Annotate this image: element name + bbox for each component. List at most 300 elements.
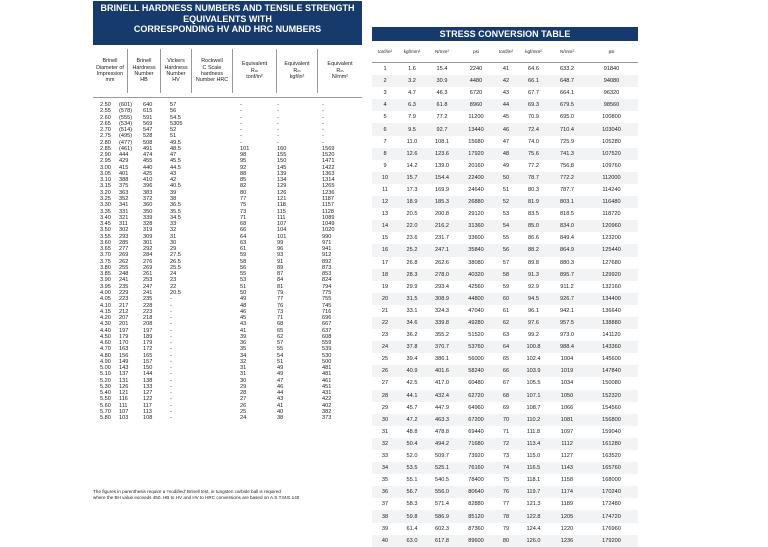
header-divider: [160, 49, 161, 93]
table-cell: 48.8: [406, 428, 418, 435]
cell: 255: [119, 264, 129, 271]
cell: -: [277, 127, 279, 134]
cell: 5.40: [100, 390, 111, 397]
table-cell: 77.2: [528, 162, 539, 169]
cell: 107: [119, 409, 129, 416]
cell: 1363: [322, 170, 335, 177]
column-kgf: [277, 102, 286, 422]
table-cell: 8: [372, 148, 398, 160]
table-cell: 22400: [458, 172, 494, 184]
cell: -: [170, 333, 172, 340]
cell: -: [170, 358, 172, 365]
cell: -: [277, 139, 279, 146]
cell: 47: [170, 152, 177, 159]
stress-header-cell: psi: [473, 49, 479, 54]
table-cell: 401.6: [426, 365, 458, 377]
table-cell: 127680: [602, 259, 621, 266]
cell: 91: [277, 258, 284, 265]
table-cell: 72.4: [518, 123, 549, 135]
cell: 608: [322, 333, 332, 340]
cell: 53: [240, 277, 247, 284]
cell: -: [170, 302, 172, 309]
cell: 107: [277, 221, 287, 228]
table-row: [372, 281, 638, 293]
table-cell: 22.0: [398, 220, 426, 232]
table-cell: 165760: [585, 462, 638, 474]
cell: 559: [322, 340, 332, 347]
header-line: Rₘ: [336, 67, 344, 74]
table-row: [372, 87, 638, 99]
table-cell: 216.2: [426, 220, 458, 232]
column-diameter: [100, 102, 111, 422]
table-cell: 91840: [603, 66, 620, 73]
table-cell: 112000: [585, 172, 638, 184]
cell: 853: [322, 271, 332, 278]
table-cell: 59: [502, 283, 510, 290]
cell: 440: [143, 164, 153, 171]
table-cell: 70.9: [528, 114, 539, 121]
cell: 3.25: [100, 195, 111, 202]
cell: 129: [277, 183, 287, 190]
table-row: [372, 293, 638, 305]
cell: (578): [119, 108, 133, 115]
cell: 28: [240, 390, 247, 397]
cell: 716: [322, 308, 332, 315]
cell: 23: [170, 277, 177, 284]
table-cell: 957.5: [549, 317, 585, 329]
table-row: [372, 377, 638, 389]
cell: 2.50: [100, 102, 111, 108]
table-cell: 494.2: [426, 438, 458, 450]
table-cell: 1127: [560, 453, 574, 460]
cell: 4.50: [100, 333, 111, 340]
cell: 145: [277, 164, 287, 171]
cell: 115: [277, 208, 286, 215]
table-cell: 156800: [585, 414, 638, 426]
header-line: hardness: [200, 71, 224, 77]
cell: -: [277, 133, 279, 140]
table-cell: 53760: [458, 341, 494, 353]
cell: 201: [119, 321, 129, 328]
cell: 46: [277, 383, 284, 390]
table-cell: 150080: [602, 380, 621, 387]
table-cell: 138880: [585, 317, 638, 329]
cell: 25: [240, 409, 247, 416]
cell: 547: [143, 127, 153, 134]
brinell-title-line: BRINELL HARDNESS NUMBERS AND TENSILE STRENGTH: [100, 3, 355, 13]
cell: 197: [143, 327, 153, 334]
cell: 292: [143, 246, 153, 253]
table-cell: 65: [502, 356, 510, 363]
cell: 133: [143, 383, 153, 390]
cell: 1569: [322, 145, 335, 152]
table-cell: 42: [494, 75, 518, 87]
table-cell: 31: [381, 428, 389, 435]
header-line: Equivalent: [284, 61, 310, 68]
table-cell: 107520: [585, 148, 638, 160]
cell: 121: [119, 390, 129, 397]
table-cell: 55.1: [406, 477, 418, 484]
header-line: Brinell: [136, 58, 152, 65]
table-cell: 1081: [549, 414, 585, 426]
table-cell: 102.4: [526, 356, 541, 363]
table-row: [372, 498, 638, 510]
table-row: [372, 535, 638, 547]
table-cell: 116.5: [518, 462, 549, 474]
stress-header-cell: tonf/in²: [377, 49, 393, 54]
table-cell: 45: [502, 114, 510, 121]
cell: 5.60: [100, 402, 111, 409]
brinell-column-headers: [93, 45, 362, 98]
column-nmm: [322, 102, 334, 422]
table-cell: 11200: [468, 114, 484, 121]
cell: 89: [277, 264, 284, 271]
cell: 189: [143, 333, 153, 340]
cell: (461): [119, 145, 133, 152]
table-cell: 67: [502, 380, 510, 387]
table-cell: 53: [502, 211, 510, 218]
table-cell: 71680: [458, 438, 494, 450]
cell: 248: [119, 271, 129, 278]
cell: 32: [240, 358, 247, 365]
table-cell: 77.2: [436, 114, 448, 121]
cell: 160: [277, 145, 287, 152]
cell: 57: [277, 340, 284, 347]
table-cell: 22: [372, 317, 398, 329]
cell: 51: [240, 283, 247, 290]
table-cell: 880.3: [560, 259, 574, 266]
cell: 235: [143, 296, 153, 303]
table-row: [372, 462, 638, 474]
table-cell: 58240: [458, 365, 494, 377]
table-row: [372, 136, 638, 148]
cell: 3.40: [100, 214, 111, 221]
table-cell: 41: [502, 66, 510, 73]
cell: 92: [240, 164, 247, 171]
table-cell: 42.5: [406, 380, 418, 387]
table-cell: 54: [494, 220, 518, 232]
table-cell: 60480: [468, 380, 484, 387]
cell: 235: [119, 283, 129, 290]
table-cell: 478.8: [435, 428, 449, 435]
table-cell: 988.4: [549, 341, 585, 353]
table-cell: 818.5: [560, 211, 574, 218]
table-cell: 120960: [585, 220, 638, 232]
cell: 640: [143, 102, 153, 108]
table-cell: 122.8: [518, 510, 549, 522]
table-cell: 103040: [585, 123, 638, 135]
table-row: [372, 450, 638, 462]
cell: 179: [143, 340, 153, 347]
table-cell: 44.1: [398, 390, 426, 402]
table-cell: 32: [372, 438, 398, 450]
cell: 44: [277, 390, 284, 397]
cell: 971: [322, 239, 332, 246]
cell: 247: [143, 283, 153, 290]
cell: 261: [143, 271, 153, 278]
table-cell: 1034: [560, 380, 574, 387]
table-cell: 4.7: [408, 90, 416, 97]
header-line: tonf/in²: [246, 74, 263, 81]
table-row: [372, 75, 638, 87]
table-row: [372, 196, 638, 208]
table-cell: 141120: [602, 332, 621, 339]
cell: 48.5: [170, 145, 181, 152]
cell: 104: [277, 227, 287, 234]
header-divider: [191, 49, 192, 93]
table-cell: 97.6: [518, 317, 549, 329]
cell: 85: [240, 177, 247, 184]
table-cell: 664.1: [560, 90, 574, 97]
table-cell: 33.1: [406, 307, 418, 314]
cell: 302: [119, 227, 129, 234]
table-cell: 1220: [560, 525, 574, 532]
cell: 73: [277, 308, 284, 315]
cell: 42: [170, 177, 177, 184]
table-cell: 75: [502, 477, 510, 484]
table-cell: 81.9: [518, 196, 549, 208]
table-cell: 73920: [468, 453, 484, 460]
table-cell: 51520: [468, 332, 484, 339]
table-cell: 370.7: [426, 341, 458, 353]
cell: 51: [170, 133, 177, 140]
table-cell: 7: [383, 138, 387, 145]
table-cell: 803.1: [549, 196, 585, 208]
cell: 127: [143, 390, 153, 397]
cell: 99: [277, 239, 284, 246]
table-cell: 129920: [585, 269, 638, 281]
table-cell: 100.8: [518, 341, 549, 353]
cell: 3.70: [100, 252, 111, 259]
table-cell: 6: [372, 123, 398, 135]
cell: 31: [240, 365, 247, 372]
cell: 61: [240, 246, 247, 253]
table-cell: 25.2: [398, 244, 426, 256]
cell: 47: [277, 377, 284, 384]
table-cell: 29120: [468, 211, 484, 218]
cell: -: [170, 409, 172, 416]
table-cell: 648.7: [549, 75, 585, 87]
cell: 170: [119, 340, 129, 347]
table-cell: 787.7: [560, 186, 574, 193]
cell: 66: [240, 227, 247, 234]
table-row: [372, 426, 638, 438]
table-cell: 152320: [585, 390, 638, 402]
cell: -: [322, 102, 324, 108]
cell: 33: [170, 221, 177, 228]
table-cell: 18.9: [398, 196, 426, 208]
table-cell: 695.0: [560, 114, 574, 121]
table-cell: 24640: [468, 186, 484, 193]
table-cell: 47040: [468, 307, 484, 314]
table-cell: 67.7: [528, 90, 539, 97]
table-cell: 30: [372, 414, 398, 426]
table-cell: 1174: [549, 486, 585, 498]
table-cell: 26880: [458, 196, 494, 208]
table-cell: 20.5: [406, 211, 418, 218]
cell: -: [240, 139, 242, 146]
cell: 2.80: [100, 139, 111, 146]
cell: 363: [119, 189, 129, 196]
cell: -: [170, 365, 172, 372]
table-cell: 118720: [602, 211, 621, 218]
cell: 218: [143, 315, 153, 322]
table-row: [372, 329, 638, 341]
cell: 373: [322, 415, 332, 422]
table-cell: 23.6: [406, 235, 418, 242]
table-cell: 56000: [468, 356, 484, 363]
cell: 3.80: [100, 264, 111, 271]
table-row: [372, 474, 638, 486]
cell: (514): [119, 127, 133, 134]
cell: 150: [277, 158, 287, 165]
cell: 30: [240, 377, 247, 384]
table-row: [372, 438, 638, 450]
header-line: Hardness: [164, 64, 188, 71]
table-cell: 15.4: [436, 66, 448, 73]
cell: 422: [322, 396, 332, 403]
cell: -: [170, 402, 172, 409]
cell: -: [277, 120, 279, 127]
cell: 4.00: [100, 289, 111, 296]
table-cell: 134400: [585, 293, 638, 305]
stress-header-cell: tonf/in²: [498, 49, 514, 54]
header-line: Equivalent: [241, 61, 268, 68]
cell: 68: [240, 221, 247, 228]
table-cell: 79: [502, 525, 510, 532]
table-cell: 85.0: [518, 220, 549, 232]
cell: 873: [322, 264, 332, 271]
table-cell: 35: [381, 477, 389, 484]
header-line: Vickers: [167, 58, 185, 65]
table-cell: 447.9: [435, 404, 449, 411]
table-row: [372, 390, 638, 402]
cell: 269: [143, 264, 153, 271]
cell: 56: [240, 264, 247, 271]
table-cell: 154560: [602, 404, 621, 411]
header-nmm: [318, 45, 362, 97]
cell: -: [170, 383, 172, 390]
cell: 3.00: [100, 164, 111, 171]
cell: -: [277, 108, 279, 115]
table-cell: 40: [372, 535, 398, 547]
table-cell: 108.7: [526, 404, 541, 411]
table-cell: 11.0: [406, 138, 418, 145]
table-cell: 50: [494, 172, 518, 184]
table-cell: 14.2: [406, 162, 418, 169]
cell: 134: [277, 177, 287, 184]
header-line: Rₘ: [293, 67, 301, 74]
table-cell: 67200: [458, 414, 494, 426]
cell: 3.20: [100, 189, 111, 196]
table-cell: 56.7: [398, 486, 426, 498]
table-cell: 89600: [458, 535, 494, 547]
table-cell: 9: [383, 162, 387, 169]
table-cell: 1.6: [408, 66, 416, 73]
table-cell: 46.3: [436, 90, 448, 97]
table-cell: 14: [372, 220, 398, 232]
table-row: [372, 317, 638, 329]
cell: 1422: [322, 164, 335, 171]
table-cell: 602.3: [435, 525, 449, 532]
cell: 25.5: [170, 264, 181, 271]
cell: 101: [277, 233, 287, 240]
table-cell: 26: [372, 365, 398, 377]
table-cell: 53.5: [398, 462, 426, 474]
cell: 508: [143, 139, 153, 146]
table-cell: 679.5: [549, 99, 585, 111]
header-line: Equivalent: [327, 61, 353, 68]
table-cell: 132160: [602, 283, 621, 290]
brinell-title-line: EQUIVALENTS WITH: [183, 13, 272, 24]
footnote-line: The figures in parenthesis require a 'modified' Brinell test, ie tungsten carbide ball is required: [93, 489, 281, 494]
table-cell: 57: [502, 259, 510, 266]
header-rockwell: [192, 45, 232, 97]
cell: 1265: [322, 183, 335, 190]
table-cell: 64.6: [528, 66, 539, 73]
cell: 382: [322, 409, 332, 416]
table-cell: 6720: [469, 90, 483, 97]
table-cell: 35840: [458, 244, 494, 256]
table-row: [372, 184, 638, 196]
table-row: [372, 257, 638, 269]
column-rockwell: [170, 102, 182, 422]
table-cell: 103.9: [518, 365, 549, 377]
table-cell: 293.4: [435, 283, 449, 290]
table-row: [372, 341, 638, 353]
table-cell: 34.6: [398, 317, 426, 329]
cell: 93: [277, 252, 284, 259]
table-cell: 1004: [560, 356, 574, 363]
table-cell: 66: [494, 365, 518, 377]
table-cell: 13440: [458, 123, 494, 135]
cell: 84: [277, 277, 284, 284]
cell: 402: [322, 402, 332, 409]
cell: 1314: [322, 177, 335, 184]
cell: 207: [119, 315, 129, 322]
table-cell: 509.7: [435, 453, 449, 460]
header-line: Rockwell: [201, 58, 223, 65]
table-cell: 74.0: [528, 138, 539, 145]
stress-table-grid: [372, 63, 638, 547]
table-cell: 76160: [458, 462, 494, 474]
cell: 1236: [322, 189, 335, 196]
cell: 2.75: [100, 133, 111, 140]
cell: 1020: [322, 227, 335, 234]
cell: 331: [119, 208, 129, 215]
cell: 1157: [322, 202, 335, 209]
table-cell: 105280: [602, 138, 621, 145]
table-row: [372, 486, 638, 498]
table-cell: 37: [381, 501, 389, 508]
cell: 126: [277, 189, 287, 196]
table-cell: 386.1: [435, 356, 449, 363]
header-line: N/mm²: [331, 74, 349, 81]
table-cell: 586.9: [426, 510, 458, 522]
table-cell: 43: [502, 90, 510, 97]
header-tonf: [233, 45, 276, 97]
table-cell: 31.5: [398, 293, 426, 305]
header-line: HB: [140, 77, 148, 84]
cell: 43: [240, 321, 247, 328]
cell: 49.5: [170, 139, 181, 146]
table-cell: 92.7: [426, 123, 458, 135]
cell: 212: [119, 308, 129, 315]
table-cell: 113.4: [518, 438, 549, 450]
table-cell: 18: [372, 269, 398, 281]
table-cell: 25: [381, 356, 389, 363]
header-line: Number: [166, 71, 186, 77]
